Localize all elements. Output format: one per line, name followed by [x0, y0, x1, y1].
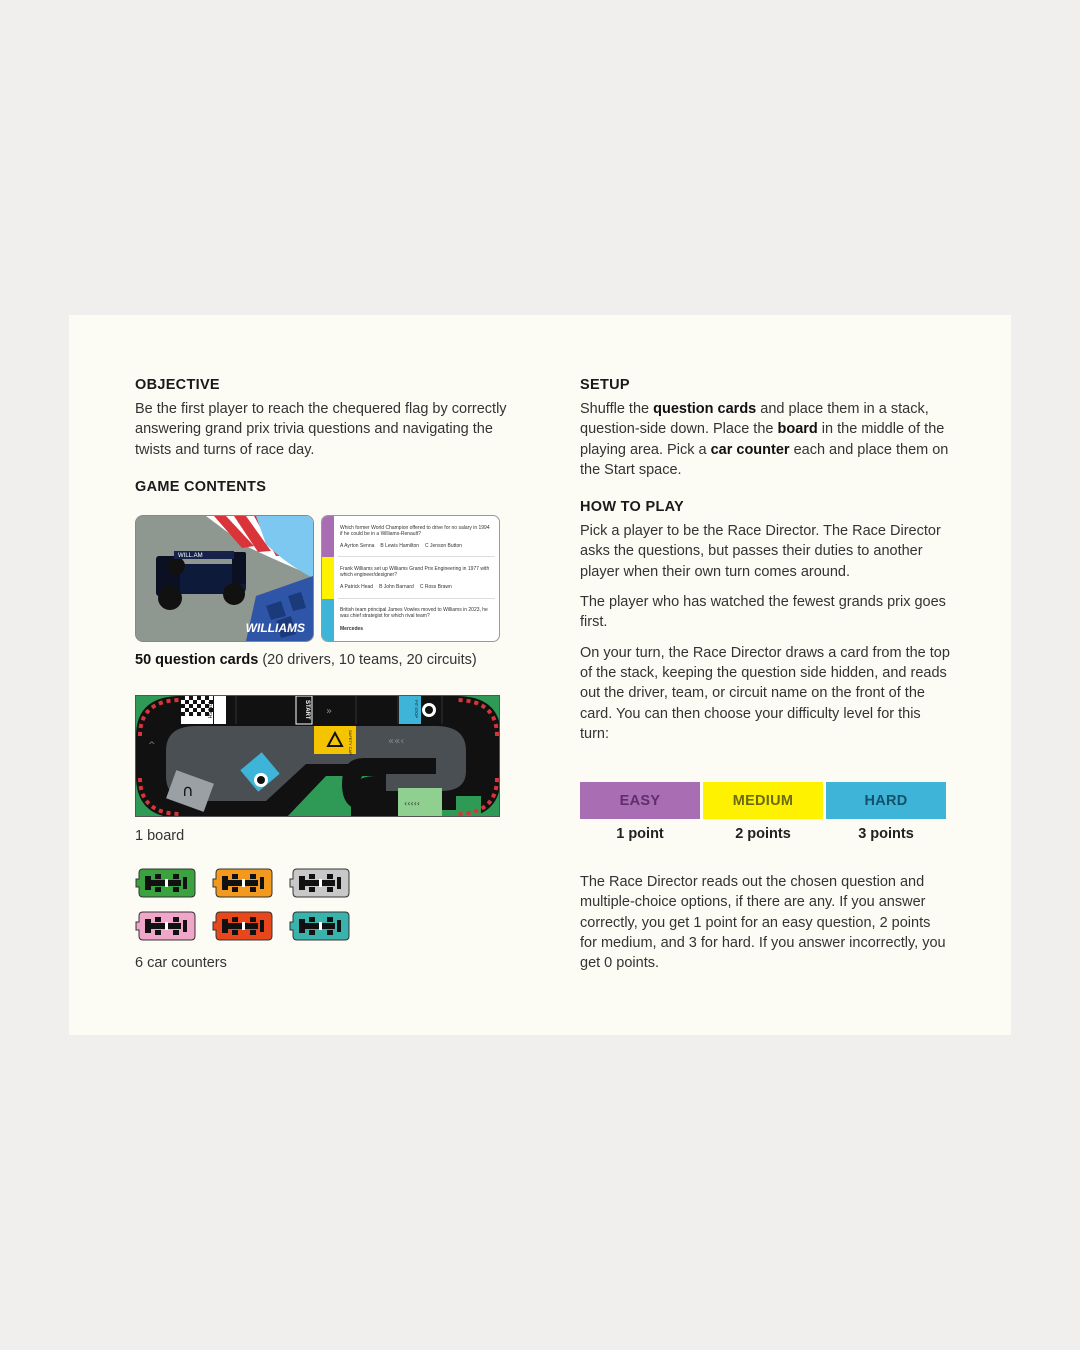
option-b: B Lewis Hamilton	[380, 543, 420, 549]
svg-text:‹‹‹‹‹: ‹‹‹‹‹	[404, 799, 420, 808]
car-counter	[135, 910, 199, 942]
safety-car-label: SAFETY CAR	[348, 730, 353, 756]
left-column	[135, 377, 515, 971]
car-counter	[135, 867, 199, 899]
setup-text	[580, 399, 950, 480]
option-c: C Ross Brawn	[419, 584, 452, 590]
car-counter	[289, 910, 353, 942]
setup-bold-board: board	[777, 421, 818, 438]
option-b: B John Barnard	[379, 584, 414, 590]
williams-label: WILLIAMS	[245, 621, 305, 635]
pit-stop-label: PIT STOP	[414, 700, 419, 719]
option-a: A Ayrton Senna	[340, 543, 375, 549]
board-caption: 1 board	[135, 828, 185, 844]
finish-label: FINISH	[206, 702, 212, 719]
cards-caption-bold: 50 question cards	[135, 652, 259, 668]
divider	[338, 556, 495, 557]
right-column	[580, 377, 950, 972]
setup-bold-car-counter: car counter	[710, 441, 790, 458]
hard-strip	[322, 599, 334, 641]
rules-page	[69, 315, 1011, 1035]
cards-caption	[135, 652, 477, 668]
svg-text:∩: ∩	[182, 781, 194, 800]
how-to-play-p3: On your turn, the Race Director draws a card from the top of the stack, keeping the question side hidden, and reads out the driver, team, or circuit name on the front of the card. You can then choose your difficulty level for this turn:	[580, 644, 950, 742]
points-medium: 2 points	[735, 826, 791, 842]
setup-text-2: and place them in a stack, question-side down. Place the	[580, 401, 929, 438]
setup-text-1: Shuffle the	[580, 401, 654, 417]
svg-text:««‹: ««‹	[388, 736, 405, 747]
cards-caption-rest: (20 drivers, 10 teams, 20 circuits)	[258, 652, 477, 668]
divider	[338, 598, 495, 599]
game-contents-heading: GAME CONTENTS	[135, 478, 267, 495]
board-image	[136, 696, 500, 817]
car-counter	[212, 867, 276, 899]
points-easy: 1 point	[616, 826, 664, 842]
difficulty-table	[580, 782, 946, 842]
answer-hard: Mercedes	[340, 626, 364, 632]
setup-text-3: in the middle of the playing area. Pick a	[580, 421, 945, 458]
option-a: A Patrick Head	[340, 584, 374, 590]
start-label: START	[304, 700, 310, 720]
svg-text:»: »	[326, 706, 333, 717]
question-easy: Which former World Champion offered to drive for no salary in 1994 if he could be in a Williams-Renault?	[340, 525, 490, 537]
card-front-photo	[135, 515, 314, 642]
car-counter	[289, 867, 353, 899]
option-c: C Jenson Button	[425, 543, 462, 549]
difficulty-hard: HARD	[826, 782, 946, 819]
points-hard: 3 points	[858, 826, 914, 842]
question-hard: British team principal James Vowles moved to Williams in 2023, he was chief strategist for which rival team?	[340, 607, 488, 619]
objective-text: Be the first player to reach the chequered flag by correctly answering grand prix trivia questions and navigating the twists and turns of race day.	[135, 401, 507, 458]
car-counter	[212, 910, 276, 942]
easy-strip	[322, 516, 334, 557]
svg-text:WILL.AM: WILL.AM	[178, 553, 203, 559]
how-to-play-p1: Pick a player to be the Race Director. The Race Director asks the questions, but passes their duties to another player when their own turn comes around.	[580, 523, 941, 580]
svg-text:^: ^	[148, 741, 156, 751]
cars-caption: 6 car counters	[135, 955, 227, 971]
card-back-questions	[321, 515, 500, 642]
how-to-play-heading: HOW TO PLAY	[580, 499, 685, 516]
game-board-illustration	[135, 695, 500, 817]
objective-heading: OBJECTIVE	[135, 377, 220, 393]
setup-bold-question-cards: question cards	[653, 401, 757, 417]
difficulty-medium: MEDIUM	[703, 782, 823, 819]
question-medium: Frank Williams set up Williams Grand Prix Engineering in 1977 with which engineer/designer?	[340, 566, 490, 578]
car-counters-illustration	[135, 867, 360, 947]
medium-strip	[322, 557, 334, 599]
difficulty-easy: EASY	[580, 782, 700, 819]
how-to-play-p2: The player who has watched the fewest grands prix goes first.	[580, 594, 946, 631]
setup-text-4: each and place them on the Start space.	[580, 441, 949, 478]
question-cards-illustration	[135, 515, 500, 642]
how-to-play-p4: The Race Director reads out the chosen question and multiple-choice options, if there are any. If you answer correctly, you get 1 point for an easy question, 2 points for medium, and 3 for hard. If you answer incorrectly, you get 0 points.	[580, 874, 946, 972]
setup-heading: SETUP	[580, 377, 630, 393]
